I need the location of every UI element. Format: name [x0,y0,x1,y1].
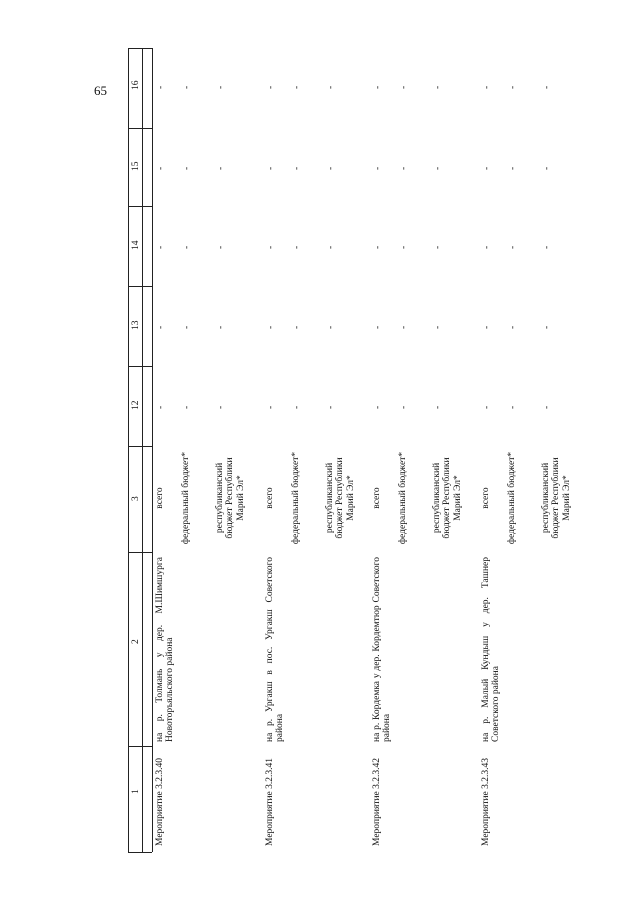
empty-cell-value: - [399,245,409,249]
budget-label: республиканский бюджет Республики Марий Эл* [215,457,246,539]
column-header-14: 14 [131,240,141,250]
header-line-right [142,48,143,852]
empty-cell-value: - [508,245,518,249]
empty-cell-value: - [433,405,443,409]
empty-cell-value: - [373,325,383,329]
budget-label: всего [155,487,165,509]
column-header-16: 16 [131,80,141,90]
page-number: 65 [94,83,107,98]
empty-cell-value: - [508,325,518,329]
empty-cell-value: - [156,325,166,329]
empty-cell-value: - [266,245,276,249]
table-bottom-border [128,852,152,853]
empty-cell-value: - [266,166,276,170]
empty-cell-value: - [542,325,552,329]
empty-cell-value: - [373,245,383,249]
empty-cell-value: - [482,85,492,89]
column-header-12: 12 [131,400,141,410]
empty-cell-value: - [482,325,492,329]
row-description: на р. Кордемка у дер. Кордемтюр Советского района [372,557,393,742]
budget-label: всего [265,487,275,509]
budget-label: федеральный бюджет* [398,451,408,545]
empty-cell-value: - [216,405,226,409]
empty-cell-value: - [508,166,518,170]
row-description: на р. Толмань у дер. М.Шимшурга Новоторъяльского района [155,557,176,742]
empty-cell-value: - [292,405,302,409]
empty-cell-value: - [182,245,192,249]
budget-label: республиканский бюджет Республики Марий Эл* [432,457,463,539]
column-separator [128,746,152,747]
empty-cell-value: - [542,405,552,409]
table-top-border [128,48,152,49]
column-header-3: 3 [131,496,141,501]
empty-cell-value: - [542,166,552,170]
header-line-left [128,48,129,852]
row-description: на р. Малый Кундыш у дер. Ташнер Советского района [481,557,502,742]
empty-cell-value: - [292,325,302,329]
budget-label: федеральный бюджет* [507,451,517,545]
empty-cell-value: - [216,245,226,249]
row-id: Мероприятие 3.2.3.41 [265,757,275,846]
empty-cell-value: - [266,405,276,409]
empty-cell-value: - [156,85,166,89]
column-separator [128,446,152,447]
empty-cell-value: - [182,325,192,329]
column-separator [128,206,152,207]
empty-cell-value: - [482,166,492,170]
empty-cell-value: - [399,405,409,409]
empty-cell-value: - [482,405,492,409]
empty-cell-value: - [216,85,226,89]
budget-label: федеральный бюджет* [291,451,301,545]
empty-cell-value: - [156,166,166,170]
row-id: Мероприятие 3.2.3.42 [372,757,382,846]
empty-cell-value: - [542,245,552,249]
empty-cell-value: - [508,85,518,89]
empty-cell-value: - [433,245,443,249]
empty-cell-value: - [326,325,336,329]
row-id: Мероприятие 3.2.3.43 [481,757,491,846]
column-separator [128,366,152,367]
empty-cell-value: - [326,245,336,249]
empty-cell-value: - [182,405,192,409]
empty-cell-value: - [373,85,383,89]
empty-cell-value: - [266,85,276,89]
empty-cell-value: - [326,405,336,409]
empty-cell-value: - [399,85,409,89]
empty-cell-value: - [542,85,552,89]
budget-label: республиканский бюджет Республики Марий Эл* [541,457,572,539]
column-separator [128,286,152,287]
empty-cell-value: - [508,405,518,409]
column-header-15: 15 [131,161,141,171]
empty-cell-value: - [292,85,302,89]
empty-cell-value: - [326,166,336,170]
budget-label: федеральный бюджет* [181,451,191,545]
row-id: Мероприятие 3.2.3.40 [155,757,165,846]
empty-cell-value: - [433,166,443,170]
budget-label: республиканский бюджет Республики Марий Эл* [325,457,356,539]
empty-cell-value: - [156,405,166,409]
empty-cell-value: - [399,166,409,170]
column-separator [128,128,152,129]
column-separator [128,552,152,553]
budget-label: всего [372,487,382,509]
empty-cell-value: - [292,166,302,170]
column-header-2: 2 [131,639,141,644]
empty-cell-value: - [482,245,492,249]
budget-label: всего [481,487,491,509]
table-left-border [152,48,153,852]
empty-cell-value: - [373,166,383,170]
empty-cell-value: - [182,166,192,170]
empty-cell-value: - [216,325,226,329]
empty-cell-value: - [182,85,192,89]
empty-cell-value: - [266,325,276,329]
column-header-1: 1 [131,789,141,794]
empty-cell-value: - [216,166,226,170]
empty-cell-value: - [433,85,443,89]
empty-cell-value: - [433,325,443,329]
empty-cell-value: - [292,245,302,249]
empty-cell-value: - [326,85,336,89]
empty-cell-value: - [373,405,383,409]
empty-cell-value: - [399,325,409,329]
empty-cell-value: - [156,245,166,249]
row-description: на р. Ургакш в пос. Ургакш Советского района [265,557,286,742]
column-header-13: 13 [131,320,141,330]
